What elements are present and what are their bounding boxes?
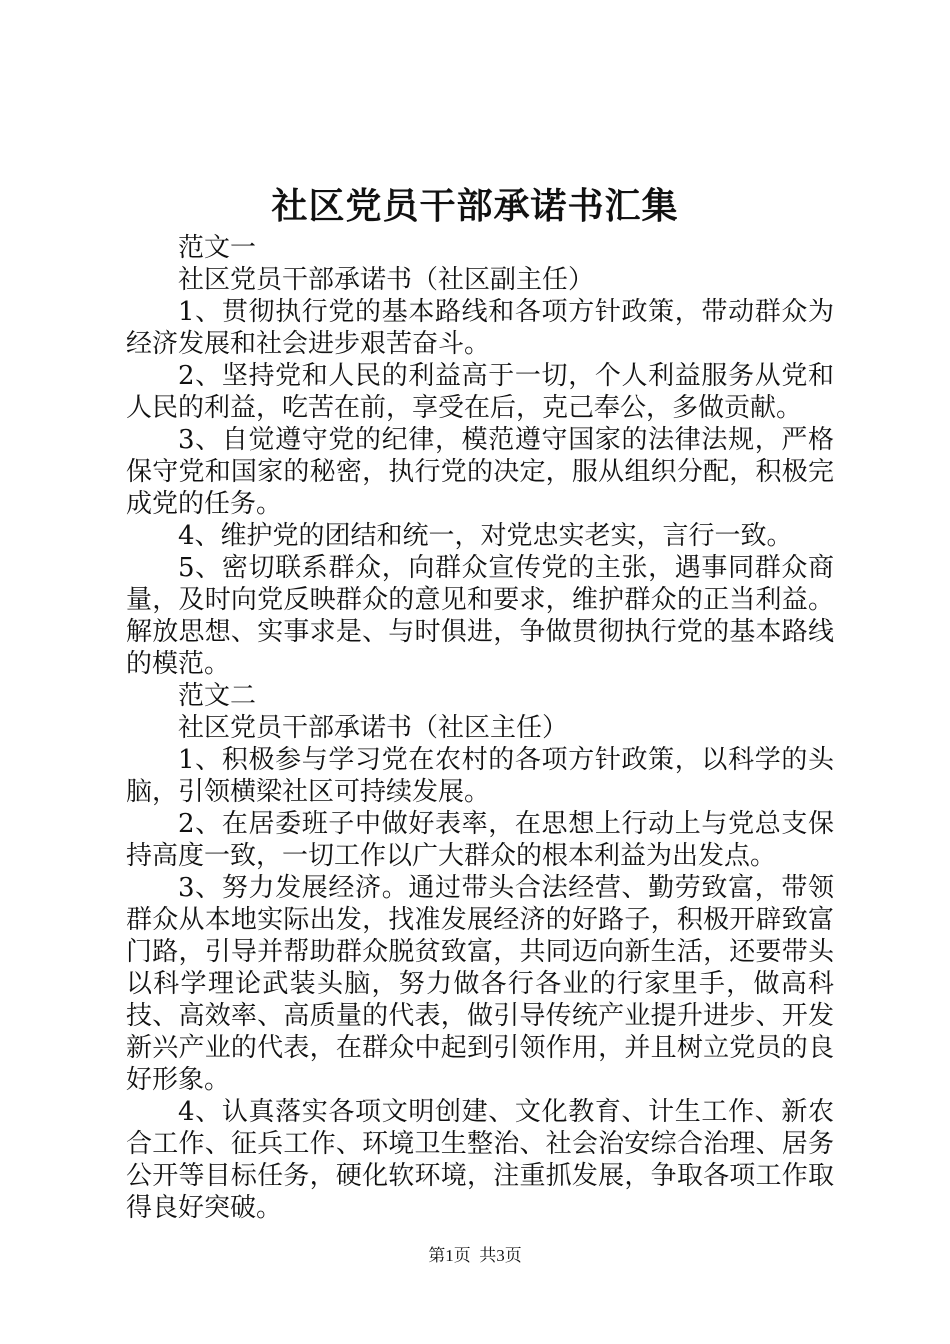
paragraph: 2、坚持党和人民的利益高于一切，个人利益服务从党和人民的利益，吃苦在前，享受在后，克己奉公，多做贡献。 [126,361,834,423]
paragraph: 1、贯彻执行党的基本路线和各项方针政策，带动群众为经济发展和社会进步艰苦奋斗。 [126,297,834,359]
subheading-1: 社区党员干部承诺书（社区副主任） [178,265,595,295]
section-heading-2: 范文二 [178,681,257,711]
section-heading-1: 范文一 [178,233,257,263]
paragraph: 4、认真落实各项文明创建、文化教育、计生工作、新农合工作、征兵工作、环境卫生整治、社会治安综合治理、居务公开等目标任务，硬化软环境，注重抓发展，争取各项工作取得良好突破。 [126,1097,834,1223]
paragraph: 2、在居委班子中做好表率，在思想上行动上与党总支保持高度一致，一切工作以广大群众的根本利益为出发点。 [126,809,834,871]
page-footer [0,1241,950,1266]
paragraph: 4、维护党的团结和统一，对党忠实老实，言行一致。 [178,521,793,551]
page-title: 社区党员干部承诺书汇集 [271,185,679,227]
page-number: 第1页 共3页 [428,1246,522,1265]
paragraph: 3、努力发展经济。通过带头合法经营、勤劳致富，带领群众从本地实际出发，找准发展经济的好路子，积极开辟致富门路，引导并帮助群众脱贫致富，共同迈向新生活，还要带头以科学理论武装头脑，努力做各行各业的行家里手，做高科技、高效率、高质量的代表，做引导传统产业提升进步、开发新兴产业的代表，在群众中起到引领作用，并且树立党员的良好形象。 [126,873,834,1095]
subheading-2: 社区党员干部承诺书（社区主任） [178,713,569,743]
paragraph: 1、积极参与学习党在农村的各项方针政策，以科学的头脑，引领横梁社区可持续发展。 [126,745,834,807]
document-body [126,232,834,1224]
paragraph: 5、密切联系群众，向群众宣传党的主张，遇事同群众商量，及时向党反映群众的意见和要求，维护群众的正当利益。解放思想、实事求是、与时俱进，争做贯彻执行党的基本路线的模范。 [126,553,834,679]
paragraph: 3、自觉遵守党的纪律，模范遵守国家的法律法规，严格保守党和国家的秘密，执行党的决定，服从组织分配，积极完成党的任务。 [126,425,834,519]
